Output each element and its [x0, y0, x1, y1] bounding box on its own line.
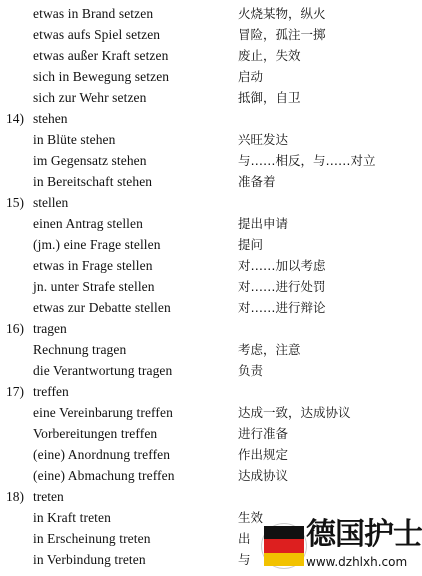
german-phrase: in Kraft treten: [33, 510, 111, 525]
chinese-meaning: 考虑，注意: [238, 342, 301, 357]
german-phrase: etwas aufs Spiel setzen: [33, 27, 161, 42]
german-flag-icon: [262, 524, 306, 568]
section-number: 17): [6, 384, 24, 399]
section-number: 14): [6, 111, 24, 126]
phrase-row: [0, 466, 406, 488]
verb-title: treffen: [33, 384, 69, 399]
german-phrase: (eine) Abmachung treffen: [33, 468, 175, 483]
chinese-meaning: 负责: [238, 363, 264, 378]
chinese-meaning: 冒险，孤注一掷: [238, 27, 326, 42]
phrase-row: [0, 67, 406, 89]
chinese-meaning: 与: [238, 552, 251, 567]
chinese-meaning: 对……进行处罚: [238, 279, 326, 294]
german-phrase: Rechnung tragen: [33, 342, 127, 357]
verb-heading: [0, 382, 406, 404]
phrase-row: [0, 151, 406, 173]
phrase-row: [0, 214, 406, 236]
phrase-row: [0, 88, 406, 110]
german-phrase: die Verantwortung tragen: [33, 363, 173, 378]
german-phrase: jn. unter Strafe stellen: [33, 279, 155, 294]
verb-heading: [0, 487, 406, 509]
chinese-meaning: 火烧某物，纵火: [238, 6, 326, 21]
section-number: 16): [6, 321, 24, 336]
chinese-meaning: 抵御，自卫: [238, 90, 301, 105]
chinese-meaning: 达成一致，达成协议: [238, 405, 351, 420]
german-phrase: in Bereitschaft stehen: [33, 174, 153, 189]
watermark-url: www.dzhlxh.com: [306, 555, 408, 569]
phrase-row: [0, 25, 406, 47]
chinese-meaning: 废止，失效: [238, 48, 301, 63]
chinese-meaning: 对……进行辩论: [238, 300, 326, 315]
phrase-row: [0, 46, 406, 68]
verb-title: treten: [33, 489, 64, 504]
german-phrase: in Verbindung treten: [33, 552, 146, 567]
chinese-meaning: 启动: [238, 69, 264, 84]
section-number: 15): [6, 195, 24, 210]
phrase-row: [0, 403, 406, 425]
verb-heading: [0, 193, 406, 215]
phrase-row: [0, 277, 406, 299]
phrase-row: [0, 256, 406, 278]
german-phrase: sich zur Wehr setzen: [33, 90, 147, 105]
chinese-meaning: 达成协议: [238, 468, 289, 483]
german-phrase: in Blüte stehen: [33, 132, 116, 147]
chinese-meaning: 兴旺发达: [238, 132, 289, 147]
german-phrase: (jm.) eine Frage stellen: [33, 237, 161, 252]
phrase-row: [0, 4, 406, 26]
phrase-row: [0, 298, 406, 320]
german-phrase: einen Antrag stellen: [33, 216, 143, 231]
phrase-row: [0, 130, 406, 152]
german-phrase: Vorbereitungen treffen: [33, 426, 158, 441]
phrase-row: [0, 172, 406, 194]
phrase-row: [0, 445, 406, 467]
chinese-meaning: 提问: [238, 237, 264, 252]
german-phrase: etwas außer Kraft setzen: [33, 48, 169, 63]
phrase-row: [0, 361, 406, 383]
watermark-title: 德国护士: [306, 517, 422, 552]
verb-heading: [0, 109, 406, 131]
chinese-meaning: 与……相反，与……对立: [238, 153, 376, 168]
chinese-meaning: 作出规定: [238, 447, 289, 462]
site-watermark: [262, 514, 422, 576]
german-phrase: in Erscheinung treten: [33, 531, 151, 546]
german-phrase: etwas zur Debatte stellen: [33, 300, 171, 315]
chinese-meaning: 对……加以考虑: [238, 258, 326, 273]
chinese-meaning: 准备着: [238, 174, 276, 189]
phrase-row: [0, 235, 406, 257]
verb-title: stehen: [33, 111, 68, 126]
chinese-meaning: 生效: [238, 510, 264, 525]
phrase-row: [0, 340, 406, 362]
verb-heading: [0, 319, 406, 341]
german-phrase: sich in Bewegung setzen: [33, 69, 170, 84]
verb-title: stellen: [33, 195, 69, 210]
german-phrase: eine Vereinbarung treffen: [33, 405, 173, 420]
german-phrase: etwas in Brand setzen: [33, 6, 154, 21]
german-phrase: im Gegensatz stehen: [33, 153, 147, 168]
chinese-meaning: 进行准备: [238, 426, 289, 441]
chinese-meaning: 提出申请: [238, 216, 289, 231]
phrase-row: [0, 424, 406, 446]
verb-title: tragen: [33, 321, 67, 336]
german-phrase: (eine) Anordnung treffen: [33, 447, 171, 462]
section-number: 18): [6, 489, 24, 504]
german-phrase: etwas in Frage stellen: [33, 258, 153, 273]
chinese-meaning: 出: [238, 531, 251, 546]
